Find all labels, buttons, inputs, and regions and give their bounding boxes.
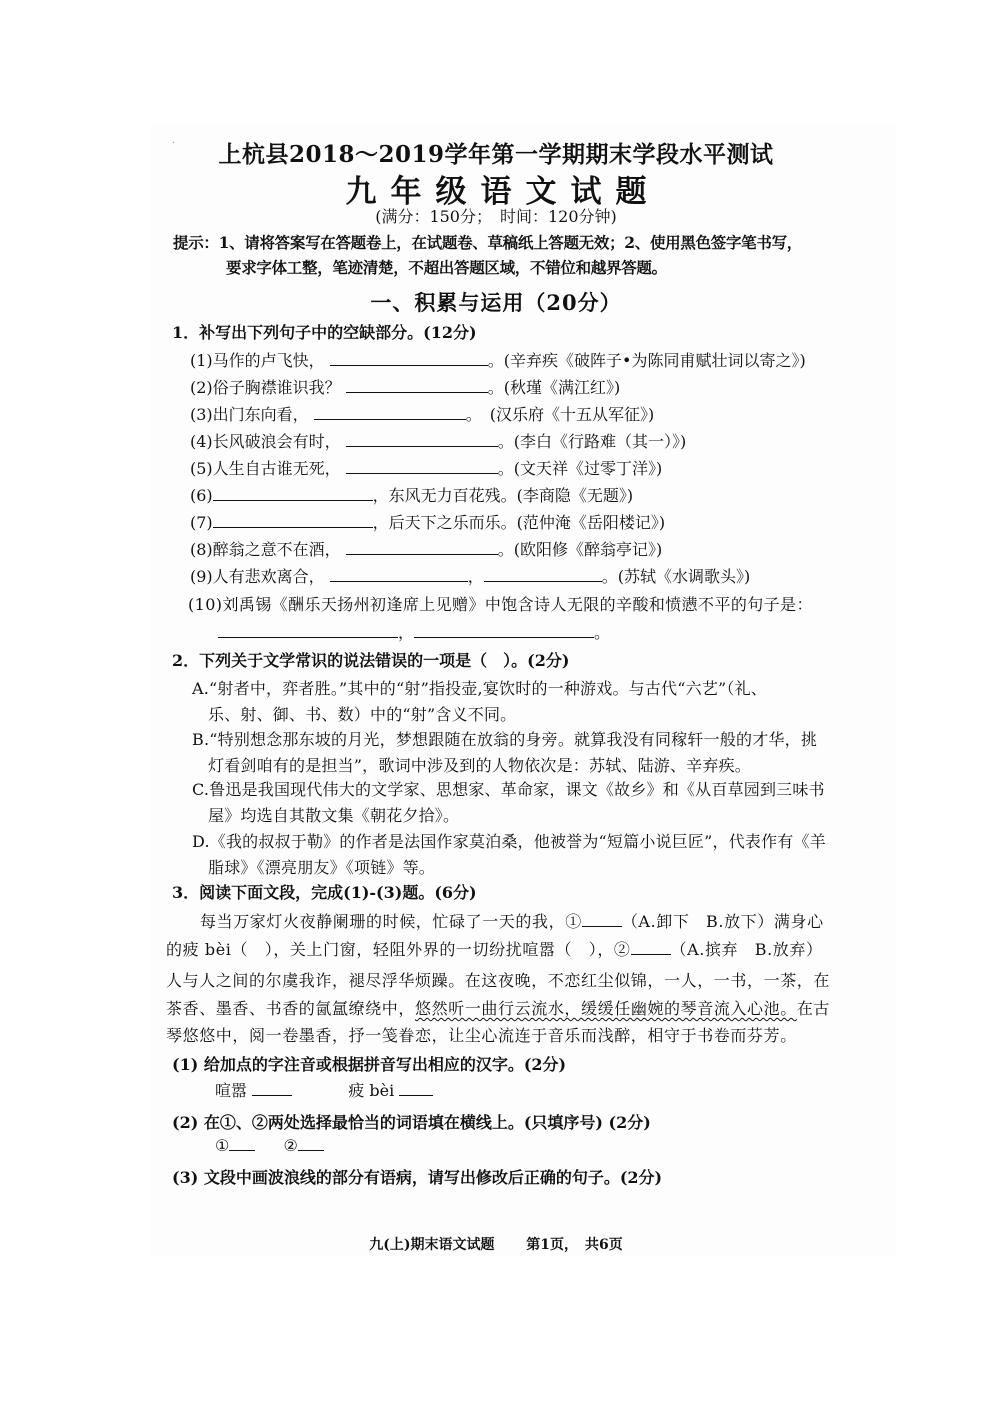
passage-line-2: [166, 937, 823, 960]
footer-title: 九(上)期末语文试题: [369, 1237, 495, 1253]
answer-blank[interactable]: [399, 1081, 433, 1096]
wavy-underlined-sentence: 悠然听一曲行云流水，缓缓任幽婉的琴音流入心池。: [415, 999, 797, 1018]
passage-line-3: 人与人之间的尔虞我诈，褪尽浮华烦躁。在这夜晚，不恋红尘似锦，一人，一书，一茶，在: [166, 971, 831, 990]
answer-blank[interactable]: [218, 623, 398, 638]
item-number: (7): [190, 513, 213, 532]
answer-blank[interactable]: [330, 567, 468, 582]
q3-sub-2: (2) 在①、②两处选择最恰当的词语填在横线上。(只填序号) (2分): [172, 1113, 651, 1132]
item-source: 。(秋瑾《满江红》): [487, 378, 621, 397]
item-number: (5): [190, 459, 213, 478]
q1-item-2: [190, 375, 620, 398]
answer-blank[interactable]: [346, 459, 498, 474]
answer-blank[interactable]: [346, 378, 488, 393]
item-number: (2): [190, 378, 213, 397]
item-prefix: 人生自古谁无死，: [212, 459, 341, 478]
item-source: 。(苏轼《水调歌头》): [601, 567, 751, 586]
question-2-stem: 2．下列关于文学常识的说法错误的一项是（ ）。(2分): [172, 651, 570, 670]
question-1-stem: 1．补写出下列句子中的空缺部分。(12分): [172, 323, 477, 342]
passage-text: 在古: [796, 999, 831, 1018]
q2-option-d-line1: D.《我的叔叔于勒》的作者是法国作家莫泊桑，他被誉为“短篇小说巨匠”，代表作有《羊: [192, 832, 826, 851]
q2-option-a-line2: 乐、射、御、书、数）中的“射”含义不同。: [208, 705, 517, 724]
question-3-stem: 3．阅读下面文段，完成(1)-(3)题。(6分): [172, 883, 477, 902]
item-source: 。 (汉乐府《十五从军征》): [465, 405, 655, 424]
q1-item-7: [190, 510, 665, 533]
answer-blank[interactable]: [252, 1081, 292, 1096]
passage-text: 茶香、墨香、书香的氤氲缭绕中，: [166, 999, 416, 1018]
section-heading: 一、积累与运用（20分）: [370, 290, 622, 315]
q1-item-9: [190, 564, 750, 587]
item-number: (3): [190, 405, 213, 424]
page-number: 第1页， 共6页: [526, 1237, 623, 1253]
answer-label: 喧嚣: [215, 1081, 248, 1100]
q2-option-a-line1: A.“射者中，弈者胜。”其中的“射”指投壶,宴饮时的一种游戏。与古代“六艺”（礼、: [192, 679, 768, 698]
item-source: 。(辛弃疾《破阵子•为陈同甫赋壮词以寄之》): [487, 351, 806, 370]
q1-item-10-blanks: [218, 620, 610, 643]
q2-option-c-line1: C.鲁迅是我国现代伟大的文学家、思想家、革命家，课文《故乡》和《从百草园到三味书: [192, 780, 825, 799]
passage-line-1: [200, 909, 824, 932]
item-end: 。: [594, 623, 611, 642]
item-mid: ，: [467, 567, 484, 586]
answer-label: ①: [215, 1136, 230, 1155]
answer-blank[interactable]: [582, 912, 622, 927]
item-source: ，东风无力百花残。(李商隐《无题》): [372, 486, 634, 505]
item-prefix: 醉翁之意不在酒，: [212, 540, 341, 559]
q2-option-b-line1: B.“特别想念那东坡的月光，梦想跟随在放翁的身旁。就算我没有同稼轩一般的才华，挑: [192, 730, 818, 749]
answer-blank[interactable]: [346, 540, 498, 555]
answer-blank[interactable]: [414, 623, 594, 638]
q1-item-10: (10)刘禹锡《酬乐天扬州初逢席上见赠》中饱含诗人无限的辛酸和愤懑不平的句子是：: [188, 595, 813, 614]
item-number: (6): [190, 486, 213, 505]
answer-blank[interactable]: [314, 405, 466, 420]
answer-blank[interactable]: [330, 351, 488, 366]
item-mid: ，: [398, 623, 415, 642]
passage-text: 每当万家灯火夜静阑珊的时候，忙碌了一天的我，①: [200, 912, 582, 931]
q3-sub-2-answers: [215, 1136, 324, 1155]
q1-item-8: [190, 537, 662, 560]
answer-label: 疲 bèi: [348, 1081, 395, 1100]
item-number: (9): [190, 567, 213, 586]
q1-item-1: [190, 348, 806, 371]
q2-option-b-line2: 灯看剑咱有的是担当”，歌词中涉及到的人物依次是：苏轼、陆游、辛弃疾。: [208, 756, 751, 775]
item-prefix: 人有悲欢离合，: [212, 567, 325, 586]
passage-text: （A.摈弃 B.放弃）: [670, 940, 823, 959]
q1-item-4: [190, 429, 686, 452]
q1-item-6: [190, 483, 633, 506]
q2-option-d-line2: 脂球》《漂亮朋友》《项链》等。: [208, 858, 436, 877]
item-prefix: 出门东向看，: [212, 405, 309, 424]
q1-item-3: [190, 402, 654, 425]
answer-label: ②: [283, 1136, 298, 1155]
answer-blank[interactable]: [298, 1136, 324, 1151]
q1-item-5: [190, 456, 662, 479]
q3-sub-1: (1) 给加点的字注音或根据拼音写出相应的汉字。(2分): [172, 1055, 567, 1074]
item-prefix: 长风破浪会有时，: [212, 432, 341, 451]
item-prefix: 俗子胸襟谁识我？: [212, 378, 341, 397]
item-source: ，后天下之乐而乐。(范仲淹《岳阳楼记》): [372, 513, 666, 532]
q3-sub-3: (3) 文段中画波浪线的部分有语病，请写出修改后正确的句子。(2分): [172, 1168, 663, 1187]
item-source: 。(文天祥《过零丁洋》): [497, 459, 663, 478]
passage-text: （A.卸下 B.放下）满身心: [621, 912, 824, 931]
item-number: (1): [190, 351, 213, 370]
answer-blank[interactable]: [213, 486, 373, 501]
passage-line-5: 琴悠悠中，阅一卷墨香，抒一笺眷恋，让尘心流连于音乐而浅醉，相守于书卷而芬芳。: [166, 1026, 797, 1045]
item-source: 。(李白《行路难（其一）》): [497, 432, 687, 451]
passage-text: 的疲 bèi（ ），关上门窗，轻阻外界的一切纷扰喧嚣（ ），②: [166, 940, 631, 959]
exam-meta: (满分：150分； 时间：120分钟): [375, 207, 617, 226]
exam-hint-line2: 要求字体工整，笔迹清楚，不超出答题区域，不错位和越界答题。: [226, 258, 667, 277]
answer-blank[interactable]: [346, 432, 498, 447]
item-source: 。(欧阳修《醉翁亭记》): [497, 540, 663, 559]
answer-blank[interactable]: [484, 567, 602, 582]
answer-blank[interactable]: [229, 1136, 255, 1151]
exam-hint-line1: 提示：1、请将答案写在答题卷上，在试题卷、草稿纸上答题无效；2、使用黑色签字笔书写，: [173, 233, 802, 252]
item-number: (4): [190, 432, 213, 451]
passage-line-4: [166, 996, 830, 1019]
item-prefix: 马作的卢飞快，: [212, 351, 325, 370]
exam-title: 上杭县2018～2019学年第一学期期末学段水平测试: [218, 141, 774, 168]
answer-blank[interactable]: [631, 940, 671, 955]
q3-sub-1-answers: [215, 1078, 433, 1101]
page-footer: [0, 1234, 992, 1254]
answer-blank[interactable]: [213, 513, 373, 528]
q2-option-c-line2: 屋》均选自其散文集《朝花夕拾》。: [208, 806, 460, 825]
exam-subtitle: 九年级语文试题: [345, 174, 661, 210]
scan-speck: ·: [172, 138, 176, 149]
item-number: (8): [190, 540, 213, 559]
